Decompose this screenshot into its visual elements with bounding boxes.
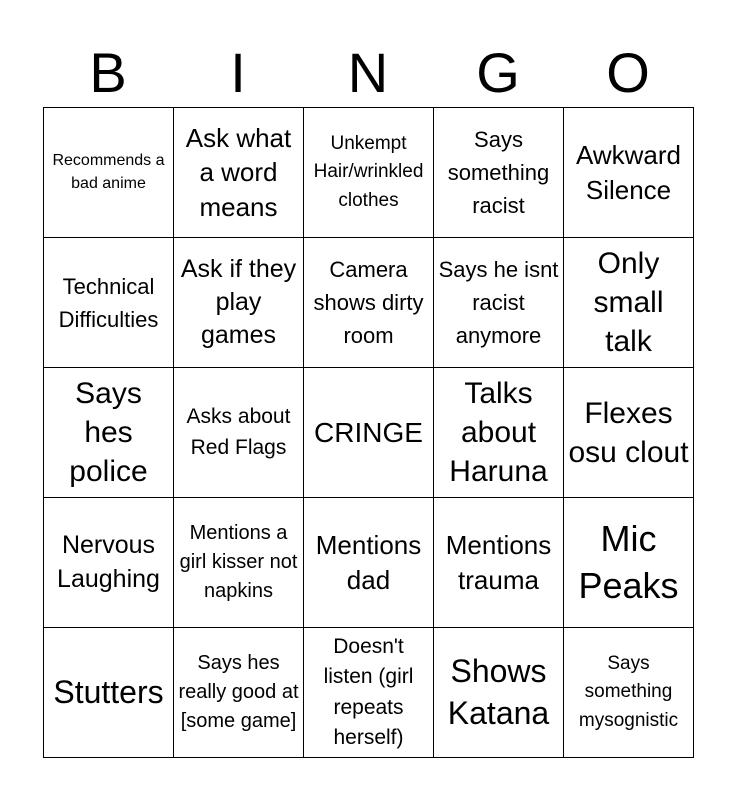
bingo-cell[interactable]: Awkward Silence [564, 108, 694, 238]
header-letter-g: G [476, 41, 520, 104]
header-letter-o: O [606, 41, 650, 104]
bingo-header [43, 40, 693, 106]
bingo-cell[interactable]: Nervous Laughing [44, 498, 174, 628]
bingo-cell[interactable]: Mic Peaks [564, 498, 694, 628]
bingo-cell[interactable]: Camera shows dirty room [304, 238, 434, 368]
bingo-cell[interactable]: Stutters [44, 628, 174, 758]
bingo-cell[interactable]: Says hes really good at [some game] [174, 628, 304, 758]
bingo-cell[interactable]: Ask what a word means [174, 108, 304, 238]
bingo-cell[interactable]: Says he isnt racist anymore [434, 238, 564, 368]
bingo-cell[interactable]: Recommends a bad anime [44, 108, 174, 238]
bingo-cell[interactable]: Mentions trauma [434, 498, 564, 628]
bingo-cell[interactable]: Talks about Haruna [434, 368, 564, 498]
bingo-cell[interactable]: Says something racist [434, 108, 564, 238]
bingo-cell[interactable]: Doesn't listen (girl repeats herself) [304, 628, 434, 758]
bingo-cell free-space[interactable]: CRINGE [304, 368, 434, 498]
bingo-cell[interactable]: Asks about Red Flags [174, 368, 304, 498]
bingo-cell[interactable]: Only small talk [564, 238, 694, 368]
bingo-grid [43, 107, 694, 758]
header-letter-b: B [89, 41, 127, 104]
bingo-cell[interactable]: Says something mysognistic [564, 628, 694, 758]
bingo-cell[interactable]: Mentions dad [304, 498, 434, 628]
bingo-cell[interactable]: Ask if they play games [174, 238, 304, 368]
bingo-cell[interactable]: Mentions a girl kisser not napkins [174, 498, 304, 628]
header-letter-n: N [347, 41, 389, 104]
bingo-cell[interactable]: Shows Katana [434, 628, 564, 758]
bingo-cell[interactable]: Says hes police [44, 368, 174, 498]
bingo-cell[interactable]: Unkempt Hair/wrinkled clothes [304, 108, 434, 238]
bingo-cell[interactable]: Technical Difficulties [44, 238, 174, 368]
header-letter-i: I [230, 41, 246, 104]
bingo-cell[interactable]: Flexes osu clout [564, 368, 694, 498]
